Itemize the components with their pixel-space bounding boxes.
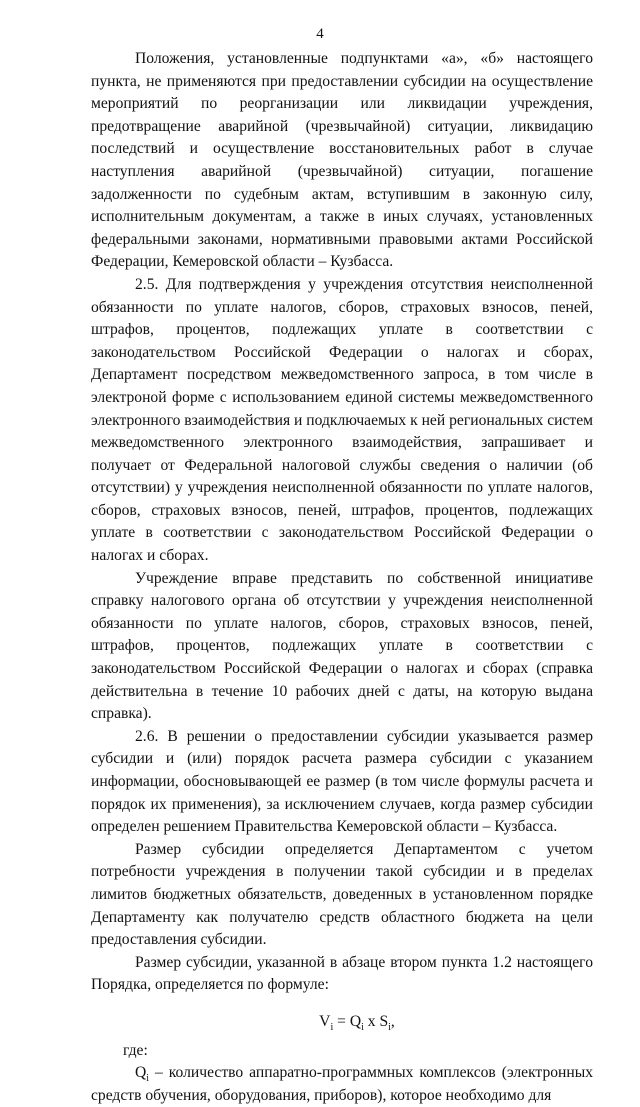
paragraph-2-5: 2.5. Для подтверждения у учреждения отсутствия неисполненной обязанности по уплате налогов, сборов, страховых взносов, пеней, штрафов, процентов, подлежащих уплате в соответствии с законодательством Российской Федерации о налогах и сборах, Департамент посредством межведомственного запроса, в том числе в электроной форме с использованием единой системы межведомственного электронного взаимодействия и подключаемых к ней региональных систем межведомственного электронного взаимодействия, запрашивает и получает от Федеральной налоговой службы сведения о наличии (об отсутствии) у учреждения неисполненной обязанности по уплате налогов, сборов, страховых взносов, пеней, штрафов, процентов, подлежащих уплате в соответствии с законодательством Российской Федерации о налогах и сборах. xyxy=(91,275,593,565)
subsidy-formula xyxy=(91,1011,593,1034)
formula-tail: , xyxy=(390,1012,395,1030)
formula-q: Q xyxy=(349,1012,362,1030)
definition-symbol-sub: i xyxy=(146,1073,150,1085)
formula-v-sub: i xyxy=(330,1022,334,1034)
paragraph-formula-intro: Размер субсидии, указанной в абзаце втором пункта 1.2 настоящего Порядка, определяется по формуле: xyxy=(91,953,593,994)
document-body xyxy=(91,48,593,1107)
formula-equals: = xyxy=(333,1012,350,1030)
paragraph-tax-certificate: Учреждение вправе представить по собственной инициативе справку налогового органа об отсутствии у учреждения неисполненной обязанности по уплате налогов, сборов, страховых взносов, пеней, штрафов, процентов, подлежащих уплате в соответствии с законодательством Российской Федерации о налогах и сборах (справка действительна в течение 10 рабочих дней с даты, на которую выдана справка). xyxy=(91,569,593,723)
formula-v: V xyxy=(319,1012,331,1030)
where-label: где: xyxy=(123,1041,148,1059)
definition-symbol: Q xyxy=(135,1064,147,1082)
paragraph-subsidy-size: Размер субсидии определяется Департаментом с учетом потребности учреждения в получении такой субсидии и в пределах лимитов бюджетных обязательств, доведенных в установленном порядке Департаменту как получателю средств областного бюджета на цели предоставления субсидии. xyxy=(91,840,593,949)
definition-text: – количество аппаратно-программных комплексов (электронных средств обучения, оборудования, приборов), которое необходимо для xyxy=(91,1064,593,1104)
paragraph-exceptions: Положения, установленные подпунктами «а», «б» настоящего пункта, не применяются при предоставлении субсидии на осуществление мероприятий по реорганизации или ликвидации учреждения, предотвращение аварийной (чрезвычайной) ситуации, ликвидацию последствий и осуществление восстановительных работ в случае наступления аварийной (чрезвычайной) ситуации, погашение задолженности по судебным актам, вступившим в законную силу, исполнительным документам, а также в иных случаях, установленных федеральными законами, нормативными правовыми актами Российской Федерации, Кемеровской области – Кузбасса. xyxy=(91,50,593,271)
paragraph-2-6: 2.6. В решении о предоставлении субсидии указывается размер субсидии и (или) порядок расчета размера субсидии с указанием информации, обосновывающей ее размер (в том числе формулы расчета и порядок их применения), за исключением случаев, когда размер субсидии определен решением Правительства Кемеровской области – Кузбасса. xyxy=(91,727,593,836)
formula-times: x xyxy=(363,1012,380,1030)
definition-q xyxy=(91,1062,593,1107)
formula-s: S xyxy=(379,1012,389,1030)
formula-q-sub: i xyxy=(361,1022,364,1034)
page-number: 4 xyxy=(316,26,324,42)
formula-s-sub: i xyxy=(388,1022,391,1034)
